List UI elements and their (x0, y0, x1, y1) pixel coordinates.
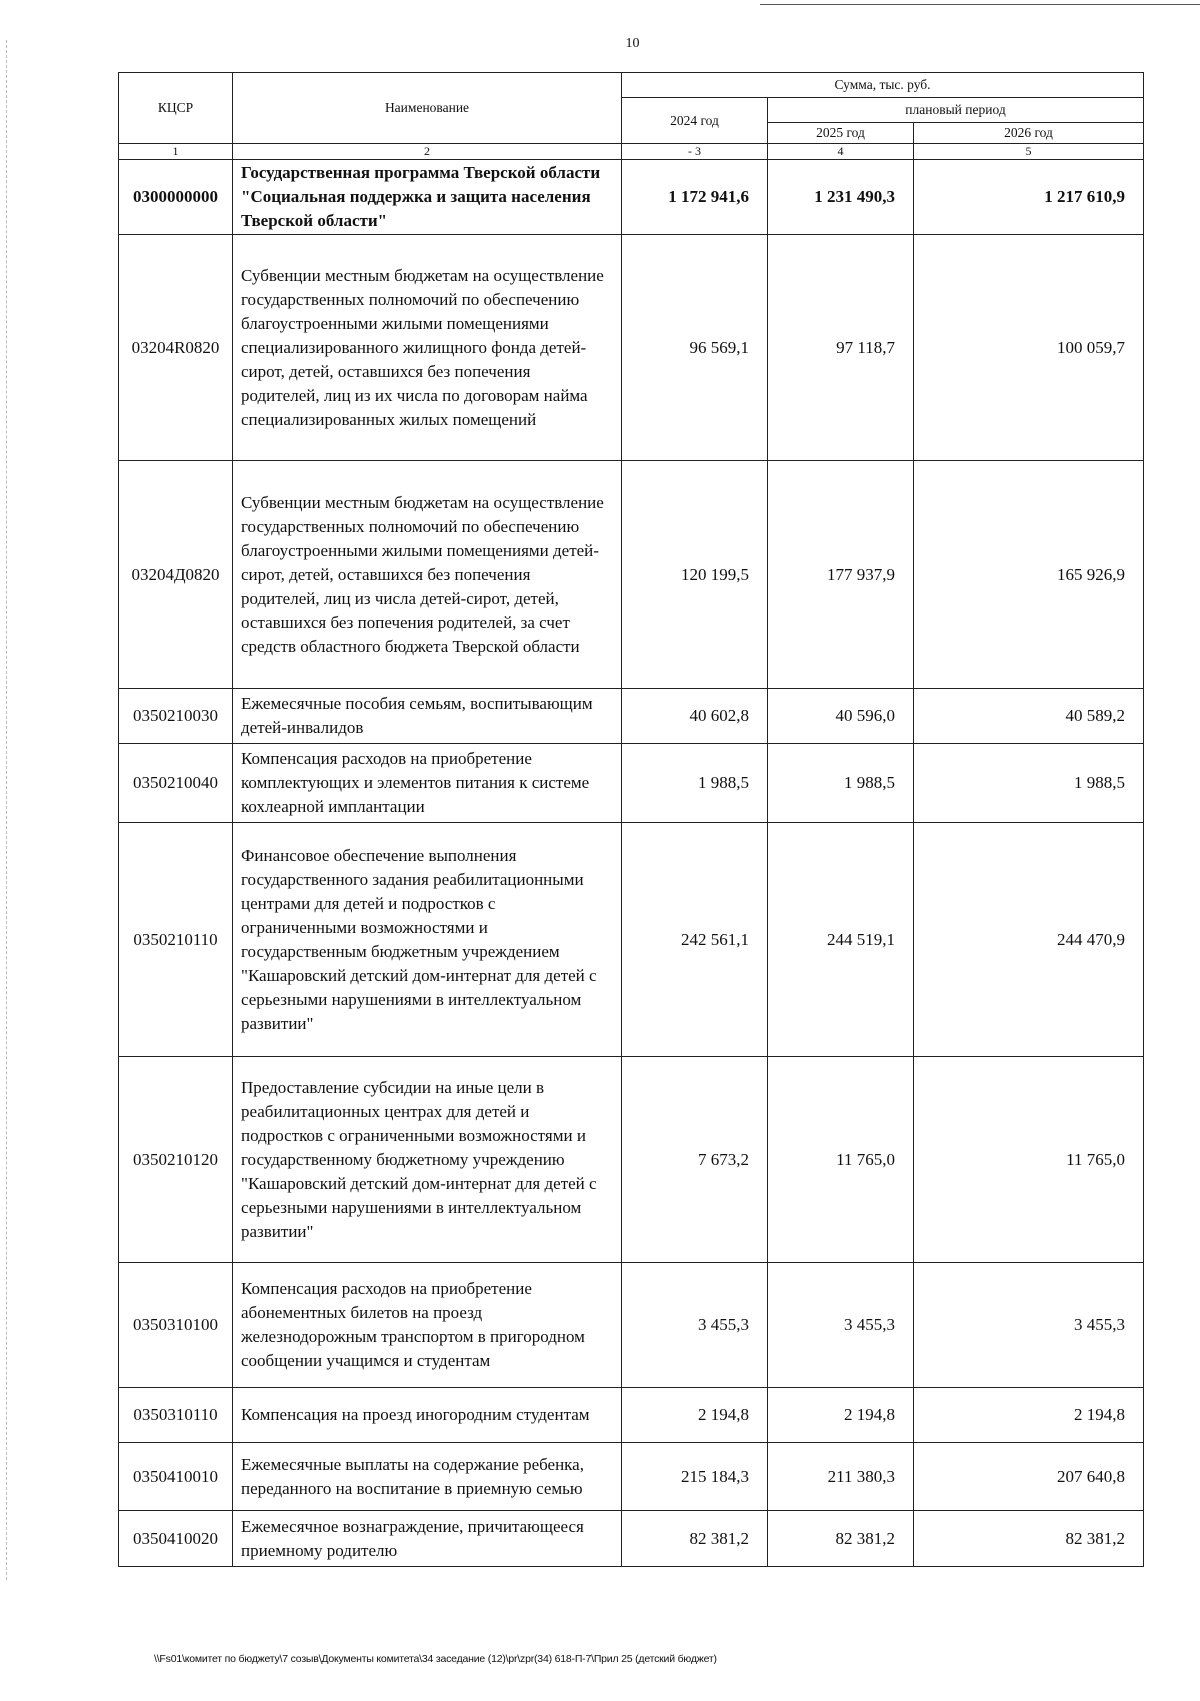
row-code: 0350210030 (119, 689, 233, 744)
row-value-2025: 177 937,9 (768, 461, 914, 689)
column-number: 2 (233, 144, 622, 160)
row-name: Субвенции местным бюджетам на осуществление государственных полномочий по обеспечению благоустроенными жилыми помещениями специализированного жилищного фонда детей-сирот, детей, оставшихся без попечения родителей, лиц из их числа по договорам найма специализированных жилых помещений (233, 235, 622, 461)
row-name: Субвенции местным бюджетам на осуществление государственных полномочий по обеспечению благоустроенными жилыми помещениями детей-сирот, детей, оставшихся без попечения родителей, лиц из числа детей-сирот, детей, оставшихся без попечения родителей, за счет средств областного бюджета Тверской области (233, 461, 622, 689)
row-code: 0350210110 (119, 823, 233, 1057)
column-number: 4 (768, 144, 914, 160)
row-value-2026: 2 194,8 (914, 1388, 1144, 1443)
row-name: Государственная программа Тверской области "Социальная поддержка и защита населения Тверской области" (233, 160, 622, 235)
row-value-2024: 242 561,1 (622, 823, 768, 1057)
row-value-2025: 82 381,2 (768, 1511, 914, 1567)
column-number: 1 (119, 144, 233, 160)
row-name: Ежемесячные выплаты на содержание ребенка, переданного на воспитание в приемную семью (233, 1443, 622, 1511)
row-value-2025: 3 455,3 (768, 1263, 914, 1388)
row-value-2026: 165 926,9 (914, 461, 1144, 689)
row-value-2025: 2 194,8 (768, 1388, 914, 1443)
row-name: Финансовое обеспечение выполнения государственного задания реабилитационными центрами для детей и подростков с ограниченными возможностями и государственным бюджетным учреждением "Кашаровский детский дом-интернат для детей с серьезными нарушениями в интеллектуальном развитии" (233, 823, 622, 1057)
budget-table (118, 72, 1144, 1567)
row-value-2025: 97 118,7 (768, 235, 914, 461)
row-value-2026: 244 470,9 (914, 823, 1144, 1057)
row-value-2026: 3 455,3 (914, 1263, 1144, 1388)
row-value-2026: 40 589,2 (914, 689, 1144, 744)
row-code: 0350210120 (119, 1057, 233, 1263)
table-row (119, 1511, 1144, 1567)
row-code: 0350310100 (119, 1263, 233, 1388)
row-value-2024: 7 673,2 (622, 1057, 768, 1263)
header-sum: Сумма, тыс. руб. (622, 73, 1144, 98)
table-row (119, 1388, 1144, 1443)
row-code: 0350310110 (119, 1388, 233, 1443)
row-value-2026: 1 988,5 (914, 744, 1144, 823)
table-row (119, 744, 1144, 823)
row-value-2026: 82 381,2 (914, 1511, 1144, 1567)
row-value-2026: 207 640,8 (914, 1443, 1144, 1511)
row-value-2025: 211 380,3 (768, 1443, 914, 1511)
row-name: Компенсация расходов на приобретение абонементных билетов на проезд железнодорожным транспортом в пригородном сообщении учащимся и студентам (233, 1263, 622, 1388)
row-code: 03204R0820 (119, 235, 233, 461)
row-code: 03204Д0820 (119, 461, 233, 689)
row-name: Предоставление субсидии на иные цели в реабилитационных центрах для детей и подростков с ограниченными возможностями и государственному бюджетному учреждению "Кашаровский детский дом-интернат для детей с серьезными нарушениями в интеллектуальном развитии" (233, 1057, 622, 1263)
row-value-2024: 1 988,5 (622, 744, 768, 823)
page-number: 10 (625, 36, 640, 51)
table-row (119, 461, 1144, 689)
row-name: Компенсация расходов на приобретение комплектующих и элементов питания к системе кохлеарной имплантации (233, 744, 622, 823)
row-name: Ежемесячное вознаграждение, причитающееся приемному родителю (233, 1511, 622, 1567)
row-code: 0350210040 (119, 744, 233, 823)
row-value-2026: 11 765,0 (914, 1057, 1144, 1263)
header-kcsr: КЦСР (119, 73, 233, 144)
table-row (119, 823, 1144, 1057)
row-value-2026: 100 059,7 (914, 235, 1144, 461)
footer-file-path: \\Fs01\комитет по бюджету\7 созыв\Документы комитета\34 заседание (12)\pr\zpr(34) 618-П-7\Прил 25 (детский бюджет) (154, 1653, 717, 1665)
column-number: 5 (914, 144, 1144, 160)
row-value-2024: 2 194,8 (622, 1388, 768, 1443)
row-value-2026: 1 217 610,9 (914, 160, 1144, 235)
header-name: Наименование (233, 73, 622, 144)
row-value-2024: 120 199,5 (622, 461, 768, 689)
header-year-2025: 2025 год (768, 123, 914, 144)
column-number-row (119, 144, 1144, 160)
row-name: Ежемесячные пособия семьям, воспитывающим детей-инвалидов (233, 689, 622, 744)
row-name: Компенсация на проезд иногородним студентам (233, 1388, 622, 1443)
row-value-2024: 215 184,3 (622, 1443, 768, 1511)
scan-top-rule (760, 4, 1200, 5)
table-row (119, 1057, 1144, 1263)
header-year-2024: 2024 год (622, 98, 768, 144)
row-value-2025: 40 596,0 (768, 689, 914, 744)
row-value-2025: 1 231 490,3 (768, 160, 914, 235)
row-code: 0350410020 (119, 1511, 233, 1567)
row-code: 0300000000 (119, 160, 233, 235)
row-value-2024: 1 172 941,6 (622, 160, 768, 235)
header-planned-period: плановый период (768, 98, 1144, 123)
table-row (119, 1263, 1144, 1388)
row-value-2025: 244 519,1 (768, 823, 914, 1057)
column-number: - 3 (622, 144, 768, 160)
row-value-2024: 82 381,2 (622, 1511, 768, 1567)
row-value-2025: 11 765,0 (768, 1057, 914, 1263)
table-row (119, 689, 1144, 744)
table-row (119, 1443, 1144, 1511)
row-value-2024: 3 455,3 (622, 1263, 768, 1388)
scan-left-edge (6, 40, 7, 1580)
header-year-2026: 2026 год (914, 123, 1144, 144)
row-value-2025: 1 988,5 (768, 744, 914, 823)
row-code: 0350410010 (119, 1443, 233, 1511)
row-value-2024: 96 569,1 (622, 235, 768, 461)
table-row (119, 235, 1144, 461)
table-row (119, 160, 1144, 235)
row-value-2024: 40 602,8 (622, 689, 768, 744)
